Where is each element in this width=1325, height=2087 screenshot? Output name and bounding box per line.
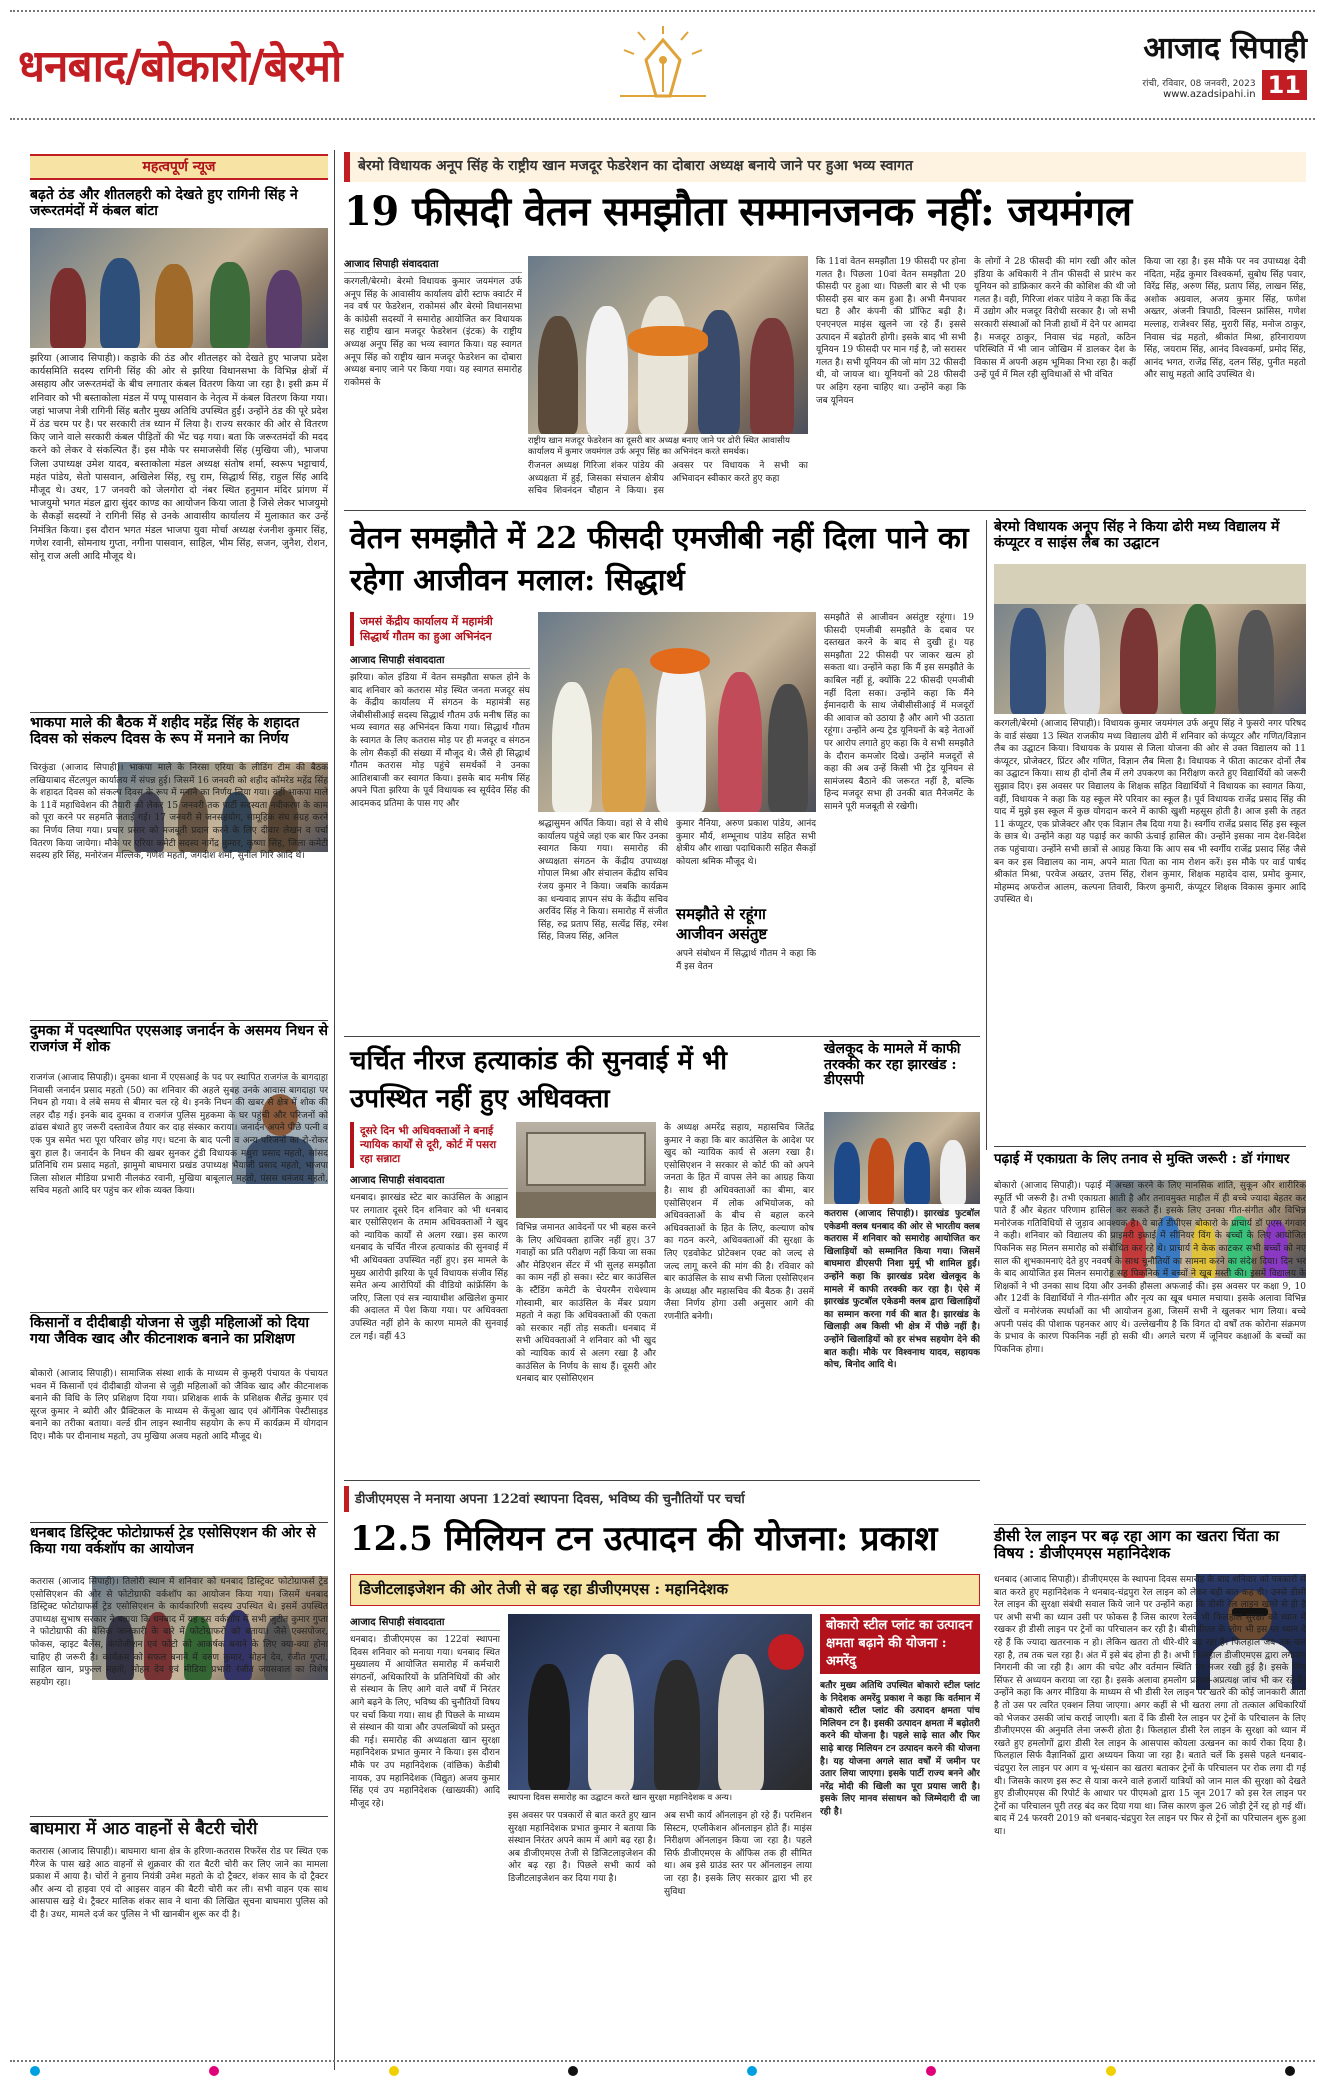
study-headline: पढ़ाई में एकाग्रता के लिए तनाव से मुक्ति जरूरी : डॉ गंगाधर [994, 1151, 1290, 1167]
neeraj-byline: आजाद सिपाही संवाददाता [350, 1172, 508, 1189]
neeraj-col1 [350, 1122, 508, 1508]
dgms-headline: 12.5 मिलियन टन उत्पादन की योजना: प्रकाश [350, 1519, 938, 1559]
column-divider [986, 520, 987, 1150]
top-dotted-rule [10, 10, 1315, 12]
lead-kicker-text: बेरमो विधायक अनूप सिंह के राष्ट्रीय खान मजदूर फेडरेशन का दोबारा अध्यक्ष बनाये जाने पर हुआ भव्य स्वागत [358, 158, 913, 174]
wage-body-side: श्रद्धासुमन अर्पित किया। वहां से वे सीधे कार्यालय पहुंचे जहां एक बार फिर उनका स्वागत किया गया। समारोह की अध्यक्षता संगठन के केंद्रीय उपाध्यक्ष गोपाल मिश्रा और संचालन केंद्रीय सचिव रंजय कुमार ने किया। जबकि कार्यक्रम का धन्यवाद ज्ञापन संघ के केंद्रीय सचिव अरविंद सिंह ने किया। समारोह में संजीत सिंह, रुद्र प्रताप सिंह, सत्येंद्र सिंह, रमेश सिंह, विजय सिंह, अनिल [538, 819, 668, 943]
story-divider [994, 1524, 1306, 1525]
story-divider [30, 1020, 328, 1021]
study-body: बोकारो (आजाद सिपाही)। पढ़ाई में अच्छा करने के लिए मानसिक शांति, सुकून और शारीरिक स्फूर्ति भी जरूरी है। तभी एकाग्रता आती है और तनावमुक्त माहौल में ही बच्चे ज्यादा बेहतर कर पाते हैं और बेहतर परिणाम हासिल कर सकते हैं। इसके लिए उनका गीत-संगीत और विभिन्न मनोरंजक गतिविधियों से जुड़ाव आवश्यक है। ये बातें डीपीएस बोकारो के प्राचार्य डॉ एएस गंगवार ने कही। शनिवार को विद्यालय की प्राइमरी इकाई में सीनियर विंग के बच्चों के लिए आयोजित पिकनिक सह मिलन समारोह को संबोधित कर रहे थे। प्राचार्य ने केक काटकर सभी बच्चों को नए साल की शुभकामनाएं देते हुए नववर्ष के साथ चुनौतियों का सामना करने का संदेश दिया। दिन भर के बाद आयोजित इस मिलन समारोह सह पिकनिक में बच्चों ने खूब मस्ती की। इसमें विद्यालय के शिक्षकों ने भी उनका साथ दिया और उनकी हौसला अफजाई की। इस अवसर पर कक्षा 9, 10 और 12वीं के विद्यार्थियों ने गीत-संगीत और नृत्य का खूब धमाल मचाया। इसके अलावा विभिन्न खेलों व मनोरंजक स्पर्धाओं का भी आयोजन हुआ, जिसमें सभी ने खुलकर भाग लिया। बच्चे अपनी पसंद की पोशाक पहनकर आए थे। उल्लेखनीय है कि विगत दो वर्षों तक कोरोना संक्रमण के प्रभाव के कारण पिकनिक नहीं हो सकी थी। अगले चरण में जूनियर कक्षाओं के बच्चों का पिकनिक होगा। [994, 1181, 1306, 1355]
asi-death-headline: दुमका में पदस्थापित एएसआइ जनार्दन के असमय निधन से राजगंज में शोक [30, 1023, 328, 1055]
photographers-headline: धनबाद डिस्ट्रिक्ट फोटोग्राफर्स ट्रेड एसोसिएशन की ओर से किया गया वर्कशॉप का आयोजन [30, 1525, 316, 1557]
lead-photo-caption: राष्ट्रीय खान मजदूर फेडरेशन का दूसरी बार अध्यक्ष बनाए जाने पर ढोरी स्थित आवासीय कार्यालय में कुमार जयमंगल उर्फ अनूप सिंह का अभिनंदन करते समर्थक। [528, 436, 790, 457]
wage-byline: आजाद सिपाही संवाददाता [350, 652, 530, 669]
steel-box [820, 1614, 980, 2046]
photographers-body: कतरास (आजाद सिपाही)। तिलोरी स्थान में शनिवार को धनबाद डिस्ट्रिक्ट फोटोग्राफर्स ट्रेड एसोसिएशन की ओर से फोटोग्राफी वर्कशॉप का आयोजन किया गया। जिसमें धनबाद डिस्ट्रिक्ट फोटोग्राफर्स ट्रेड एसोसिएशन के कार्यकारिणी सदस्य उपस्थित थे। इसमें उपस्थित उपाध्यक्ष सुभाष सरकार ने बताया कि धनबाद में यह इस वर्कशॉप में सभी जुटीत कुमार गुप्ता ने फोटोग्राफी की बेसिक जानकारी के बारे में फोटोग्राफरों को बताया। जैसे एक्सपोजर, फोकस, व्हाइट बैलेंस, कंपोजीशन एवं फोटो को आकर्षक बनाने के लिए क्या-क्या होना चाहिए ही जरूरी है। कार्यक्रम को सफल बनाने में वरुण कुमार, मोहन देव, रंजीत गुप्ता, साहिल खान, प्रफुल्ल महतो, मोहन देव एवं मीडिया प्रभारी रंजीत जयसवाल का विशेष सहयोग रहा। [30, 1577, 328, 1688]
story-divider [344, 510, 1306, 511]
wage-body-1: झरिया। कोल इंडिया में वेतन समझौता सफल होने के बाद शनिवार को कतरास मोड़ स्थित जनता मजदूर संघ के केंद्रीय कार्यालय में संगठन के महामंत्री सह जेबीसीसीआई सदस्य सिद्धार्थ गौतम उर्फ मनीष सिंह का भव्य स्वागत सह अभिनंदन किया गया। सिद्धार्थ गौतम के स्वागत के लिए कतरास मोड़ पर ही मजदूर व संगठन के लोग सैकड़ों की संख्या में मौजूद थे। जैसे ही सिद्धार्थ गौतम कतरास मोड़ पहुंचे समर्थकों ने उनका आतिशबाजी कर स्वागत किया। इसके बाद मनीष सिंह अपने पिता झरिया के पूर्व विधायक स्व सूर्यदेव सिंह की आदमकद प्रतिमा के पास गए और [350, 673, 530, 809]
story-divider [344, 1036, 980, 1037]
story-divider [30, 1522, 328, 1523]
rail-body: धनबाद (आजाद सिपाही)। डीजीएमएस के स्थापना दिवस समारोह के बाद शनिवार को पत्रकारों से बात करते हुए महानिदेशक ने धनबाद-चंद्रपुरा रेल लाइन को लेकर बड़ी बात कह दी। उनसे डीसी रेल लाइन की सुरक्षा संबंधी सवाल किये जाने पर उन्होंने कहा कि डीसी रेल लाइन खतरे से ही है पर अभी सभी का ध्यान उसी पर फोकस है जिस कारण रेलवे भी फिलहाल सुरक्षा को ध्यान में रखकर ही डीसी लाइन पर ट्रेनों का परिचालन कर रही है। बीसीसीएल के लोग भी इस पर ध्यान दे रहे हैं कि ज्यादा खतरनाक न हो। लेकिन खतरा तो धीरे-धीरे बढ़ रहा है। फिलहाल जब तक चल रहा है, तब तक चल रहा है। अंत में इसे बंद होना ही है। अभी फिलहाल डीजीएमएस द्वारा लगातार निगरानी की जा रही है। आग की चपेट और वर्तमान स्थिति पर नजर रखी हुई है। इसके लिए सिंफर से अध्ययन कराया जा रहा है। इसके अलावा हमलोग प्रत्यक्ष-अप्रत्यक्ष जांच भी कर रहे हैं। उन्होंने कहा कि अगर मीडिया के माध्यम से भी डीसी रेल लाइन पर खतरे की कोई जानकारी आती है तो उस पर त्वरित एक्शन लिया जाएगा। अगर कहीं से भी खतरा लगा तो तत्काल अधिकारियों को भेजकर उसकी जांच कराई जाएगी। बता दें कि डीसी रेल लाइन पर ट्रेनों के परिचालन के लिए डीजीएमएस की अनुमति लेना जरूरी होता है। फिलहाल डीसी रेल लाइन के सुरक्षा को ध्यान में रखते हुए हमलोगों द्वारा डीसी रेल लाइन के आसपास कोयला उत्खनन का कार्य रोका दिया है। फिलहाल सिर्फ वैज्ञानिकों द्वारा अध्ययन किया जा रहा है। बताते चलें कि इससे पहले धनबाद-चंद्रपुरा रेल लाइन पर आग व भू-धंसान का खतरा बताकर ट्रेनों के परिचालन पर रोक लगा दी गई थी। जिसके कारण इस रूट से यात्रा करने वाले हजारों यात्रियों को जान माल की सुरक्षा को देखते हुए डीजीएमएस की रिपोर्ट के आधार पर पीएमओ द्वारा 15 जून 2017 को इस रेल लाइन पर ट्रेनों का परिचालन पूरी तरह बंद कर दिया गया था। जिस कारण कुल 26 जोड़ी ट्रेनें रद्द हो गई थीं। बाद में 24 फरवरी 2019 को धनबाद-चंद्रपुरा रेल लाइन पर फिर से ट्रेनों का परिचालन शुरू हुआ था। [994, 1575, 1306, 1837]
dgms-subhead [350, 1574, 980, 1606]
paper-name: आजाद सिपाही [1143, 31, 1307, 66]
dgms-col1 [350, 1614, 500, 2064]
organic-training-body: बोकारो (आजाद सिपाही)। सामाजिक संस्था शार्क के माध्यम से कुम्हरी पंचायत के पंचायत भवन में किसानों एवं दीदीबाड़ी योजना से जुड़ी महिलाओं को जैविक खाद और कीटनाशक बनाने की विधि के लिए प्रशिक्षण दिया गया। प्रशिक्षक शार्क के प्रशिक्षक शैलेंद्र कुमार एवं सूरज कुमार ने ब्योरी और प्रैक्टिकल के माध्यम से केंचुआ खाद एवं ऑर्गेनिक पेस्टीसाइड बनाने का तरीका बताया। वर्ल्ड ग्रीन लाइन स्थानीय सहयोग के रूप में कार्यक्रम में योगदान दिए। मौके पर दीनानाथ महतो, उप मुखिया अजय महतो आदि मौजूद थे। [30, 1369, 328, 1442]
section-title [18, 28, 348, 100]
steel-headline: बोकारो स्टील प्लांट का उत्पादन क्षमता बढ़ाने की योजना : अमरेंदु [820, 1614, 980, 1674]
lab-photo [994, 564, 1306, 714]
section-title-text: धनबाद/बोकारो/बेरमो [18, 41, 342, 92]
blanket-headline: बढ़ते ठंड और शीतलहरी को देखते हुए रागिनी सिंह ने जरूरतमंदों में कंबल बांटा [30, 187, 298, 219]
steel-body: बतौर मुख्य अतिथि उपस्थित बोकारो स्टील प्लांट के निदेशक अमरेंदु प्रकाश ने कहा कि वर्तमान में बोकारो स्टील प्लांट की उत्पादन क्षमता पांच मिलियन टन है। इसकी उत्पादन क्षमता में बढ़ोतरी करने की योजना है। पहले साढ़े सात और फिर साढ़े बारह मिलियन टन उत्पादन करने की योजना है। यह योजना अगले सात वर्षों में जमीन पर उतार लिया जाएगा। इसके पार्टी राज्य बनने और नरेंद्र मोदी की खिली का पूरा प्रयास जारी है। इसके लिए मानव संसाधन को जिम्मेदारी दी जा रही है। [820, 1681, 980, 1817]
story-divider [30, 1312, 328, 1313]
organic-training-headline: किसानों व दीदीबाड़ी योजना से जुड़ी महिलाओं को दिया गया जैविक खाद और कीटनाशक बनाने का प्रशिक्षण [30, 1315, 310, 1347]
court-photo [516, 1122, 656, 1218]
blanket-photo [30, 228, 328, 348]
cpi-ml-body: चिरकुंडा (आजाद सिपाही)। भाकपा माले के निरसा एरिया के लीडिंग टीम की बैठक लखियाबाद सेंटलपुल कार्यालय में संपन्न हुई। जिसमें 16 जनवरी को शहीद कॉमरेड महेंद्र सिंह के शहादत दिवस को संकल्प दिवस के रूप में मनाने का निर्णय लिया गया। वहीं भाकपा माले के 11वें महाधिवेशन की तैयारी को लेकर 15 जनवरी तक पार्टी सदस्यता नवीकरण के काम को पूरा करने पर सहमति जताई गई। 17 जनवरी से जनसहयोग, सामूहिक संघ संग्रह करने का निर्णय लिया गया। प्रचार प्रसार को मजबूती प्रदान करने के लिए दीवार लेखन व पर्चा वितरण किया जायेगा। मौके पर एरिया कमेटी सदस्य नागेंद्र कुमार, कृष्णा सिंह, जिला कमेटी सदस्य हरि सिंह, मनोरंजन मल्लिक, गणेश महतो, जगदीश शर्मा, सुनील गिरि आदि थे। [30, 763, 328, 862]
lead-body-1: करगली/बेरमो। बेरमो विधायक कुमार जयमंगल उर्फ अनूप सिंह के आवासीय कार्यालय ढोरी स्टाफ क्वार्टर में नव वर्ष पर फेडरेशन, राकोमसं और बेरमो विधानसभा के कांग्रेसी सदस्यों ने समारोह आयोजित कर विधायक सह राष्ट्रीय खान मजदूर फेडरेशन (इंटक) के राष्ट्रीय अध्यक्ष अनूप सिंह का भव्य स्वागत किया। यह स्वागत अनूप सिंह को राष्ट्रीय खान मजदूर फेडरेशन का दोबारा अध्यक्ष बनाए जाने पर किया गया। यह स्वागत समारोह राकोमसं के [344, 277, 522, 388]
battery-theft-body: कतरास (आजाद सिपाही)। बाघमारा थाना क्षेत्र के हरिणा-कतरास रिफरेंस रोड पर स्थित एक गैरेज के पास खड़े आठ वाहनों से शुक्रवार की रात बैटरी चोरी कर लिए जाने का मामला प्रकाश में आया है। चोरों ने हुनाय नियंत्री उमेश महतो के दो ट्रैक्टर, शंकर साव के दो ट्रैक्टर और अन्य दो हाइवा एवं दो आइसर वाहन की बैटरी चोरी कर ली। सभी वाहन एक साथ आसपास खड़े थे। ट्रैक्टर मालिक शंकर साव ने थाना की लिखित सूचना बाघमारा पुलिस को दी है। उधर, मामले दर्ज कर पुलिस ने भी खानबीन शुरू कर दी है। [30, 1847, 328, 1920]
lead-byline: आजाद सिपाही संवाददाता [344, 256, 522, 273]
registration-marks [30, 2066, 1295, 2080]
sports-photo [824, 1112, 980, 1204]
neeraj-headline: चर्चित नीरज हत्याकांड की सुनवाई में भी उपस्थित नहीं हुए अधिवक्ता [350, 1046, 727, 1114]
lab-body: करगली/बेरमो (आजाद सिपाही)। विधायक कुमार जयमंगल उर्फ अनूप सिंह ने फुसरो नगर परिषद के वार्ड संख्या 13 स्थित राजकीय मध्य विद्यालय ढोरी में शनिवार को कंप्यूटर और गणित/विज्ञान लैब का उद्घाटन किया। विधायक के प्रयास से जिला योजना की ओर से उक्त विद्यालय को 11 कंप्यूटर, प्रोजेक्टर, प्रिंटर और गणित, विज्ञान लैब मिला है। विधायक ने फीता काटकर दोनों लैब का उद्घाटन किया। साथ ही दोनों लैब में लगे उपकरण का निरीक्षण करते हुए विद्यार्थियों को जरूरी सुझाव दिए। इस अवसर पर विद्यालय के शिक्षक सहित विद्यार्थियों ने विधायक का स्वागत किया, वहीं, विधायक ने कहा कि यह स्कूल मेरे परिवार का स्कूल है। पूर्व विधायक राजेंद्र प्रसाद सिंह की याद में मुझे इस स्कूल में कुछ योगदान करने में काफी खुशी महसूस होती है। आज इसी के तहत 11 कंप्यूटर, एक प्रोजेक्टर और एक विज्ञान लैब दिया गया है। स्वर्गीय राजेंद्र प्रसाद सिंह इस स्कूल के छात्र थे। उन्होंने कहा यह पढ़ाई कर काफी ऊंचाई हासिल की। उन्होंने इसका नाम देश-विदेश तक पहुंचाया। उन्होंने सभी छात्रों से आग्रह किया कि आप सब भी स्वर्गीय राजेंद्र प्रसाद सिंह जैसे बन कर इस विद्यालय का नाम, अपने माता पिता का नाम रोशन करें। इस मौके पर वार्ड पार्षद श्रीकांत मिश्रा, परवेज अख्तर, उत्तम सिंह, रोशन कुमार, शिक्षक महादेव दास, प्रमोद कुमार, मोहम्मद अफरोज आलम, कल्पना तिवारी, किरण कुमारी, कंप्यूटर शिक्षक विकास कुमार आदि उपस्थित थे। [994, 719, 1306, 906]
asi-death-body: राजगंज (आजाद सिपाही)। दुमका थाना में एएसआई के पद पर स्थापित राजगंज के बागदाहा निवासी जनार्दन प्रसाद महतो (50) का शनिवार की अहले सुबह उनके आवास बागदाहा पर निधन हो गया। वे लंबे समय से बीमार चल रहे थे। इनके निधन की खबर से क्षेत्र में शोक की लहर दौड़ गई। इनके बाद दुमका व राजगंज पुलिस मुहकमा के घर पहुंची और परिजनों को ढांढस बंधाते हुए जरूरी दस्तावेज तैयार कर दाह संस्कार कराया। जनार्दन अपने पीछे पत्नी व एक पुत्र समेत भरा पूरा परिवार छोड़ गए। घटना के बाद पत्नी व अन्य परिजनों का रो-रोकर बुरा हाल है। जनार्दन के निधन की खबर सुनकर टुंडी विधायक मथुरा प्रसाद महतो, सांसद प्रतिनिधि राम प्रसाद महतो, झामुमो बाघमारा प्रखंड उपाध्यक्ष भैयाजी प्रसाद महतो, भाजपा जिला सोशल मीडिया प्रभारी नीलकंठ रवानी, मुखिया बाबूलाल महतो, पंसस धनंजय महतो, सचिव महतो आदि घर पहुंच कर शोक व्यक्त किया। [30, 1073, 328, 1197]
lab-headline: बेरमो विधायक अनूप सिंह ने किया ढोरी मध्य विद्यालय में कंप्यूटर व साइंस लैब का उद्घाटन [994, 519, 1280, 551]
lead-body-5: किया जा रहा है। इस मौके पर नव उपाध्यक्ष देवी नंदिता, महेंद्र कुमार विश्वकर्मा, सुबोध सिंह पवार, विरेंद्र सिंह, अरुण सिंह, प्रताप सिंह, लाखन सिंह, अशोक अग्रवाल, अजय कुमार सिंह, फणेश अख्तर, अंजनी त्रिपाठी, विल्सन फ्रांसिस, गणेश मल्लाह, राजेश्वर सिंह, मुरारी सिंह, मनोज ठाकुर, निवास चंद्र महतो, श्रीकांत मिश्रा, हरिनारायण सिंह, जयराम सिंह, आनंद विश्वकर्मा, प्रमोद सिंह, आनंद भगत, राजेंद्र सिंह, दलन सिंह, पुनीत महतो और साधु महतो आदि उपस्थित थे। [1144, 257, 1306, 381]
dateline: रांची, रविवार, 08 जनवरी, 2023 [1142, 79, 1256, 89]
wage-body-4: समझौते से आजीवन असंतुष्ट रहूंगा। 19 फीसदी एमजीबी समझौते के दबाव पर दस्तखत करने के बाद से दुखी हूं। यह समझौता 22 फीसदी पर जाकर खत्म हो सकता था। उन्होंने कहा कि मैं इस समझौते के काबिल नहीं हूं, क्योंकि 22 फीसदी एमजीबी नहीं दिला सका। उन्होंने कहा कि मैंने ईमानदारी के साथ जेबीसीसीआई में मजदूरों की आवाज को उठाया है और आगे भी उठाता रहूंगा। उन्होंने अन्य ट्रेड यूनियनों के बड़े नेताओं पर आरोप लगाते हुए कहा कि वे सभी समझौते के दौरान कमजोर दिखे। उन्होंने मजदूरों से कहा की अब उन्हें किसी भी ट्रेड यूनियन से सामंजस्य बैठाने की जरूरत नहीं है, बल्कि हिन्द मजदूर सभा ही उनकी बात मैनेजमेंट के सामने पूरी मजबूती से रखेगी। [824, 613, 974, 812]
neeraj-body-2: विभिन्न जमानत आवेदनों पर भी बहस करने के लिए अधिवक्ता हाजिर नहीं हुए। 37 गवाहों का प्रति परीक्षण नहीं किया जा सका और मेडिएशन सेंटर में भी सुलह समझौता का काम नहीं हो सका। स्टेट बार काउंसिल के स्टैंडिंग कमेटी के चेयरमैन राधेश्याम गोस्वामी, बार काउंसिल के मेंबर प्रयाग महतो ने कहा कि अधिवक्ताओं की एकता को सरकार नहीं तोड़ सकती। धनबाद में सभी अधिवक्ताओं ने शनिवार को भी खुद को न्यायिक कार्य से अलग रखा है और काउंसिल के निर्णय के साथ हैं। दूसरी ओर धनबाद बार एसोसिएशन [516, 1223, 656, 1385]
story-divider [30, 1816, 328, 1817]
lead-photo [528, 256, 808, 434]
page-number: 11 [1262, 70, 1307, 100]
important-news-label-text: महत्वपूर्ण न्यूज [142, 159, 216, 175]
rail-headline: डीसी रेल लाइन पर बढ़ रहा आग का खतरा चिंता का विषय : डीजीएमएस महानिदेशक [994, 1527, 1280, 1562]
neeraj-quote: दूसरे दिन भी अधिवक्ताओं ने बनाई न्यायिक कार्यों से दूरी, कोर्ट में पसरा रहा सन्नाटा [350, 1122, 508, 1168]
lead-col1 [344, 256, 522, 512]
blanket-body: झरिया (आजाद सिपाही)। कड़ाके की ठंड और शीतलहर को देखते हुए भाजपा प्रदेश कार्यसमिति सदस्य रागिनी सिंह की ओर से झरिया विधानसभा के विभिन्न क्षेत्रों में असहाय और जरूरतमंदों के बीच लगातार कंबल वितरण किया जा रहा है। इसी क्रम में शनिवार को भी बस्ताकोला मंडल में पप्पू पासवान के नेतृत्व में कंबल वितरण किया गया। जहां भाजपा नेत्री रागिनी सिंह बतौर मुख्य अतिथि उपस्थित हुईं। उन्होंने ठंड की पूरे प्रदेश में ठंड चरम पर है। पर सरकारी तंत्र ध्यान में लिया है। राज्य सरकार की ओर से वितरण किए जाने वाले सरकारी कंबल पीड़ितों की भेंट चढ़ गया। बता कि जरूरतमंदों की मदद करने को लेकर वे संकल्पित हैं। इस मौके पर समाजसेवी सिंह (मुखिया जी), भाजपा जिला उपाध्यक्ष उमेश यादव, बस्ताकोला मंडल अध्यक्ष संतोष शर्मा, स्वरूप भट्टाचार्य, महंत पांडेय, सेतो पासवान, अखिलेश सिंह, रघु राम, सिद्धार्थ सिंह, राहुल सिंह आदि मौजूद थे। उधर, 17 जनवरी को जेलगोरा दो नंबर स्थित हनुमान मंदिर प्रांगण में भाजयुमो भगत मंडल द्वारा सुंदर काण्ड का आयोजन किया जाता है जिसे लेकर भाजयुमो के सैकड़ों सदस्यों ने रागिनी सिंह से उनके आवासीय कार्यालय में मुलाकात कर उन्हें निमंत्रित किया। इस दौरान भगत मंडल भाजपा युवा मोर्चा अध्यक्ष रंजनीश कुमार सिंह, गणेश रवानी, सोमनाथ गुप्ता, नगीना पासवान, साहिल, भीम सिंह, सजन, जुनैश, रोशन, सोनू राज अली आदि मौजूद थे। [30, 353, 328, 563]
wage-body-3: अपने संबोधन में सिद्धार्थ गौतम ने कहा कि मैं इस वेतन [676, 949, 816, 972]
cpi-ml-headline: भाकपा माले की बैठक में शहीद महेंद्र सिंह के शहादत दिवस को संकल्प दिवस के रूप में मनाने का निर्णय [30, 715, 300, 747]
paper-brand [1085, 32, 1307, 102]
dgms-photo-caption: स्थापना दिवस समारोह का उद्घाटन करते खान सुरक्षा महानिदेशक व अन्य। [508, 1793, 733, 1803]
neeraj-body-3: के अध्यक्ष अमरेंद्र सहाय, महासचिव जितेंद्र कुमार ने कहा कि बार काउंसिल के आदेश पर खुद को न्यायिक कार्य से अलग रखा है। एसोसिएशन ने सरकार से कोर्ट फी को अपने जनता के हित में वापस लेने का आग्रह किया है। साथ ही अधिवक्ताओं का बीमा, बार एसोसिएशन में लोक अभियोजक, को अधिवक्ताओं के बीच से बहाल करने अधिवक्ताओं के हित के लिए, कल्याण कोष का गठन करने, अधिवक्ताओं की सुरक्षा के लिए एडवोकेट प्रोटेक्शन एक्ट को जल्द से जल्द लागू करने की मांग की है। रविवार को बार काउंसिल के साथ सभी जिला एसोसिएशन के अध्यक्ष और महासचिव की बैठक है। उसमें जैसा निर्णय होगा उसी अनुसार आगे की रणनीति बनेगी। [664, 1123, 814, 1322]
dgms-body-1: धनबाद। डीजीएमएस का 122वां स्थापना दिवस शनिवार को मनाया गया। धनबाद स्थित मुख्यालय में आयोजित समारोह में कर्मचारी संगठनों, अधिकारियों के प्रतिनिधियों की ओर से संस्थान के लिए आगे वाले वर्षों में निरंतर आगे बढ़ने के लिए, भविष्य की चुनौतियों विषय पर चर्चा किया गया। साथ ही पिछले के माध्यम से संस्थान की यात्रा और उपलब्धियों को प्रस्तुत की गई। समारोह की अध्यक्षता खान सुरक्षा महानिदेशक प्रभात कुमार ने किया। इस दौरान मौके पर उप महानिदेशक (वांछिक) केडीबी नायक, उप महानिदेशक (विद्युत) अजय कुमार सिंह एवं उप महानिदेशक (खाख्यकी) आदि मौजूद रहे। [350, 1635, 500, 1809]
wage-body-2: कुमार नैनिया, अरुण प्रकाश पांडेय, आनंद कुमार मौर्य, शम्भूनाथ पांडेय सहित सभी क्षेत्रीय और शाखा पदाधिकारी सहित सैकड़ों कोयला श्रमिक मौजूद थे। [676, 819, 816, 867]
lead-body-3: कि 11वां वेतन समझौता 19 फीसदी पर होना गलत है। पिछला 10वां वेतन समझौता 20 फीसदी पर हुआ था। पिछली बार से भी एक फीसदी इस बार कम हुआ है। अभी मैनपावर घटा है और कंपनी की प्रॉफिट बढ़ी है। एनएनएल माइंस खुलने जा रहे हैं। इससे उत्पादन में बढ़ोतरी होगी। इसके बाद भी सभी यूनियन 19 फीसदी पर मान गई है, जो सरासर गलत है। सभी यूनियन की जो मांग 32 फीसदी थी, वो जायज था। यूनियनों को 28 फीसदी पर अड़िग रहना चाहिए था। उन्होंने कहा कि जब यूनियन [816, 257, 966, 406]
wage-col1 [350, 612, 530, 1074]
masthead-dotted-rule [10, 118, 1315, 120]
dgms-kicker [344, 1486, 980, 1512]
wage-col3 [676, 818, 816, 988]
neeraj-body-1: धनबाद। झारखंड स्टेट बार काउंसिल के आह्वान पर लगातार दूसरे दिन शनिवार को भी धनबाद बार एसोसिएशन के तमाम अधिवक्ताओं ने खुद को न्यायिक कार्यों से अलग रखा। इस कारण धनबाद के चर्चित नीरज हत्याकांड की सुनवाई में भी अधिवक्ता उपस्थित नहीं हुए। इस मामले के मुख्य आरोपी झरिया के पूर्व विधायक संजीव सिंह समेत अन्य आरोपियों की वीडियो कांफ्रेंसिंग के जरिए, जिला एवं सत्र न्यायाधीश अखिलेश कुमार की अदालत में पेश किया गया। पर अधिवक्ता उपस्थित नहीं होने के कारण मामले की सुनवाई टल गई। वहीं 43 [350, 1193, 508, 1342]
lead-headline: 19 फीसदी वेतन समझौता सम्मानजनक नहीं: जयमंगल [344, 188, 1132, 235]
dgms-byline: आजाद सिपाही संवाददाता [350, 1614, 500, 1631]
pen-nib-logo [620, 26, 706, 106]
wage-subhead: समझौते से रहूंगा आजीवन असंतुष्ट [676, 905, 768, 943]
lead-body-2: रीजनल अध्यक्ष गिरिजा शंकर पांडेय की अध्यक्षता में हुई, जिसका संचालन क्षेत्रीय सचिव शिवनंदन चौहान ने किया। इस अवसर पर विधायक ने सभी का अभिवादन स्वीकार करते हुए कहा [528, 461, 808, 497]
battery-theft-headline: बाघमारा में आठ वाहनों से बैटरी चोरी [30, 1819, 258, 1839]
dgms-photo [508, 1614, 812, 1790]
bottom-dotted-rule [10, 2060, 1315, 2062]
dgms-kicker-text: डीजीएमएस ने मनाया अपना 122वां स्थापना दिवस, भविष्य की चुनौतियों पर चर्चा [355, 1492, 745, 1507]
story-divider [994, 1146, 1306, 1147]
important-news-label [30, 154, 328, 180]
sports-headline: खेलकूद के मामले में काफी तरक्की कर रहा झारखंड : डीएसपी [824, 1041, 961, 1089]
website-link[interactable]: www.azadsipahi.in [1163, 89, 1256, 100]
story-divider [30, 712, 328, 713]
lead-kicker [344, 152, 1306, 182]
column-divider [334, 150, 335, 2070]
lead-body-4: के लोगों ने 28 फीसदी की मांग रखी और कोल इंडिया के अधिकारी ने तीन फीसदी से प्रारंभ कर यूनियन को डाफ्रिकार करने की कोशिश की थी जो गलत है। वही, गिरिजा शंकर पांडेय ने कहा कि केंद्र में उद्योग और मजदूर विरोधी सरकार है। जो सभी सरकारी संस्थाओं को निजी हाथों में देने पर आमदा है। मजदूर ठाकुर, निवास चंद्र महतो, कठिन परिस्थिति में भी जान जोखिम में डालकर देश के विकास में अपनी अहम भूमिका निभा रहा है। कहीं उन्हें पूर्व में मिल रही सुविधाओं से भी वंचित [974, 257, 1136, 381]
dgms-body-3: अब सभी कार्य ऑनलाइन हो रहे हैं। परमिशन सिस्टम, एप्लीकेशन ऑनलाइन होते हैं। माइंस निरीक्षण ऑनलाइन किया जा रहा है। पहले सिर्फ डीजीएमएस के ऑफिस तक ही सीमित था। अब इसे ग्राउंड स्तर पर ऑनलाइन लाया जा रहा है। इसके लिए सरकार द्वारा भी हर सुविधा [664, 1811, 812, 1897]
dgms-subhead-text: डिजीटलाइजेशन की ओर तेजी से बढ़ रहा डीजीएमएस : महानिदेशक [359, 1580, 729, 1598]
story-divider [344, 1480, 980, 1481]
dgms-body-2: इस अवसर पर पत्रकारों से बात करते हुए खान सुरक्षा महानिदेशक प्रभात कुमार ने बताया कि संस्थान निरंतर अपने काम में आगे बढ़ रहा है। अब डीजीएमएस तेजी से डिजिटलाइजेशन की ओर बढ़ रहा है। पिछले सभी कार्य को डिजीटलाइजेशन कर दिया गया है। [508, 1811, 656, 1884]
pen-nib-icon [620, 26, 706, 106]
wage-photo [538, 612, 816, 812]
sports-body: कतरास (आजाद सिपाही)। झारखंड फुटबॉल एकेडमी क्लब धनबाद की ओर से भारतीय क्लब कतरास में शनिवार को समारोह आयोजित कर खिलाड़ियों को सम्मानित किया गया। जिसमें बाघमारा डीएसपी निशा मुर्मू भी शामिल हुईं। उन्होंने कहा कि झारखंड प्रदेश खेलकूद के मामले में काफी तरक्की कर रहा है। ऐसे में झारखंड फुटबॉल एकेडमी क्लब द्वारा खिलाड़ियों का सम्मान करना गर्व की बात है। झारखंड के खिलाड़ी अब किसी भी क्षेत्र में पीछे नहीं है। उन्होंने खिलाड़ियों को हर संभव सहयोग देने की बात कही। मौके पर विश्वनाथ यादव, सहायक कोच, बिनोद आदि थे। [824, 1209, 980, 1371]
wage-headline: वेतन समझौते में 22 फीसदी एमजीबी नहीं दिला पाने का रहेगा आजीवन मलाल: सिद्धार्थ [350, 521, 969, 598]
wage-quote: जमसं केंद्रीय कार्यालय में महामंत्री सिद्धार्थ गौतम का हुआ अभिनंदन [350, 612, 530, 646]
